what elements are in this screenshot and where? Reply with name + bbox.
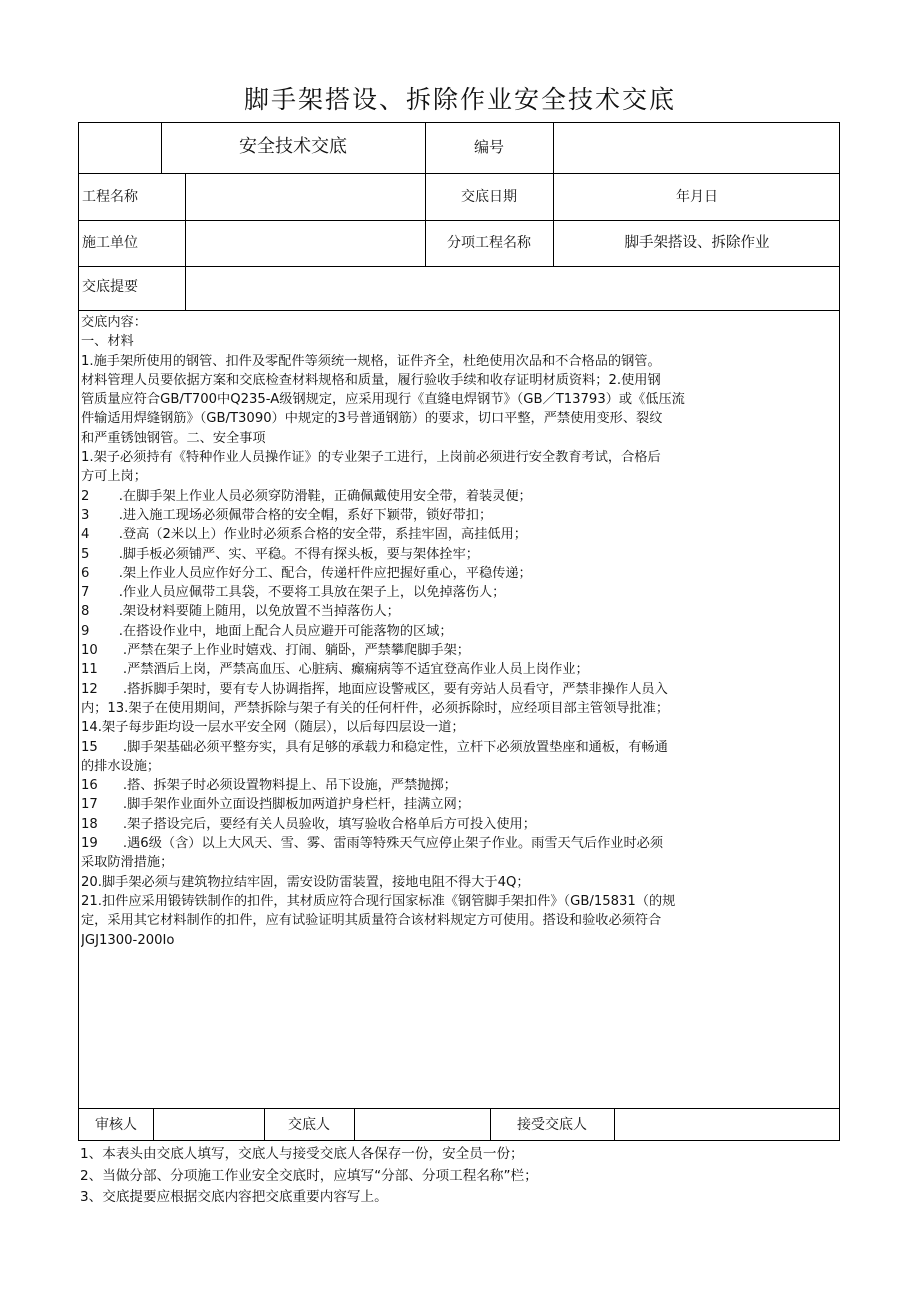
content-line: 15 .脚手架基础必须平整夯实，具有足够的承载力和稳定性，立杆下必须放置垫座和通板，有畅通 xyxy=(81,739,668,755)
row-divider xyxy=(79,266,839,267)
content-line: 8 .架设材料要随上随用，以免放置不当掉落伤人； xyxy=(81,604,400,620)
column-divider xyxy=(425,173,426,266)
footnote: 3、交底提要应根据交底内容把交底重要内容写上。 xyxy=(80,1189,388,1205)
date-label: 交底日期 xyxy=(461,189,517,205)
document-title: 脚手架搭设、拆除作业安全技术交底 xyxy=(243,85,676,114)
content-line: 方可上岗； xyxy=(81,469,147,485)
footnote: 1、本表头由交底人填写，交底人与接受交底人各保存一份，安全员一份； xyxy=(80,1146,524,1162)
summary-label: 交底提要 xyxy=(82,279,138,295)
content-line: 和严重锈蚀钢管。二、安全事项 xyxy=(81,430,266,446)
content-line: 19 .遇6级（含）以上大风天、雪、雾、雷雨等特殊天气应停止架子作业。雨雪天气后作业时必须 xyxy=(81,836,664,852)
content-line: 5 .脚手板必须铺严、实、平稳。不得有探头板，要与架体拴牢； xyxy=(81,546,479,562)
reviewer-label: 审核人 xyxy=(95,1117,137,1133)
date-value[interactable]: 年月日 xyxy=(676,189,718,205)
column-divider xyxy=(185,173,186,310)
content-line: 17 .脚手架作业面外立面设挡脚板加两道护身栏杆，挂满立网； xyxy=(81,797,470,813)
number-label: 编号 xyxy=(473,138,504,156)
row-divider xyxy=(79,220,839,221)
content-line: 16 .搭、拆架子时必须设置物料提上、吊下设施，严禁抛掷； xyxy=(81,778,457,794)
content-line: 14.架子每步距均设一层水平安全网（随层），以后每四层设一道； xyxy=(81,720,465,736)
content-line: 1.施手架所使用的钢管、扣件及零配件等须统一规格，证件齐全，杜绝使用次品和不合格品的钢管。 xyxy=(81,353,661,369)
footnote: 2、当做分部、分项施工作业安全交底时，应填写“分部、分项工程名称”栏； xyxy=(80,1167,538,1184)
disclosure-content xyxy=(81,313,839,950)
discloser-label: 交底人 xyxy=(288,1117,330,1133)
column-divider xyxy=(153,1108,154,1141)
sub-project-label: 分项工程名称 xyxy=(447,235,531,251)
column-divider xyxy=(354,1108,355,1141)
construction-unit-label: 施工单位 xyxy=(82,235,138,251)
content-line: 交底内容： xyxy=(81,315,147,330)
footnotes xyxy=(80,1144,840,1209)
row-divider xyxy=(79,173,839,174)
content-line: 2 .在脚手架上作业人员必须穿防滑鞋，正确佩戴使用安全带，着装灵便； xyxy=(81,488,532,504)
content-line: 4 .登高（2米以上）作业时必须系合格的安全带，系挂牢固，高挂低用； xyxy=(81,527,527,543)
project-name-label: 工程名称 xyxy=(82,189,138,205)
column-divider xyxy=(614,1108,615,1141)
content-line: 11 .严禁酒后上岗，严禁高血压、心脏病、癫痫病等不适宜登高作业人员上岗作业； xyxy=(81,662,589,678)
content-line: 件输适用焊缝钢筋》（GB/T3090）中规定的3号普通钢筋）的要求，切口平整，严禁使用变形、裂纹 xyxy=(81,411,663,427)
content-line: 一、材料 xyxy=(81,334,134,350)
content-line: 12 .搭拆脚手架时，要有专人协调指挥，地面应设警戒区，要有旁站人员看守，严禁非操作人员入 xyxy=(81,681,668,697)
column-divider xyxy=(553,123,554,173)
row-divider xyxy=(79,1108,839,1109)
row-divider xyxy=(79,310,839,311)
disclosure-form-table xyxy=(78,122,840,1141)
content-line: 10 .严禁在架子上作业时嬉戏、打闹、躺卧，严禁攀爬脚手架； xyxy=(81,643,470,659)
column-divider xyxy=(553,173,554,266)
content-line: 3 .进入施工现场必须佩带合格的安全帽，系好下颖带，锁好带扣； xyxy=(81,507,493,523)
receiver-label: 接受交底人 xyxy=(517,1117,587,1133)
content-line: 21.扣件应采用锻铸铁制作的扣件，其材质应符合现行国家标准《钢管脚手架扣件》（GB/15831（的规 xyxy=(81,893,676,909)
content-line: 6 .架上作业人员应作好分工、配合，传递杆件应把握好重心，平稳传递； xyxy=(81,565,532,581)
form-name: 安全技术交底 xyxy=(239,136,347,157)
content-line: 定，采用其它材料制作的扣件，应有试验证明其质量符合该材料规定方可使用。搭设和验收必须符合 xyxy=(81,913,662,929)
content-line: 管质量应符合GB/T700中Q235-A级钢规定，应采用现行《直缝电焊钢节》（GB／T13793）或《低压流 xyxy=(81,392,685,408)
sub-project-value[interactable]: 脚手架搭设、拆除作业 xyxy=(624,235,770,251)
content-line: 的排水设施； xyxy=(81,758,161,774)
content-line: 内；13.架子在使用期间，严禁拆除与架子有关的任何杆件，必须拆除时，应经项目部主管领导批准； xyxy=(81,700,670,716)
content-line: 采取防滑措施； xyxy=(81,855,174,871)
content-line: 7 .作业人员应佩带工具袋，不要将工具放在架子上，以免掉落伤人； xyxy=(81,585,506,601)
content-line: 9 .在搭设作业中，地面上配合人员应避开可能落物的区域； xyxy=(81,623,453,639)
content-line: JGJ1300-200Io xyxy=(81,932,175,948)
content-line: 1.架子必须持有《特种作业人员操作证》的专业架子工进行，上岗前必须进行安全教育考试，合格后 xyxy=(81,450,661,466)
content-line: 18 .架子搭设完后，要经有关人员验收，填写验收合格单后方可投入使用； xyxy=(81,816,536,832)
content-line: 20.脚手架必须与建筑物拉结牢固，需安设防雷装置，接地电阻不得大于4Q； xyxy=(81,874,530,890)
content-line: 材料管理人员要依据方案和交底检查材料规格和质量，履行验收手续和收存证明材质资料；2.使用钢 xyxy=(81,372,661,388)
